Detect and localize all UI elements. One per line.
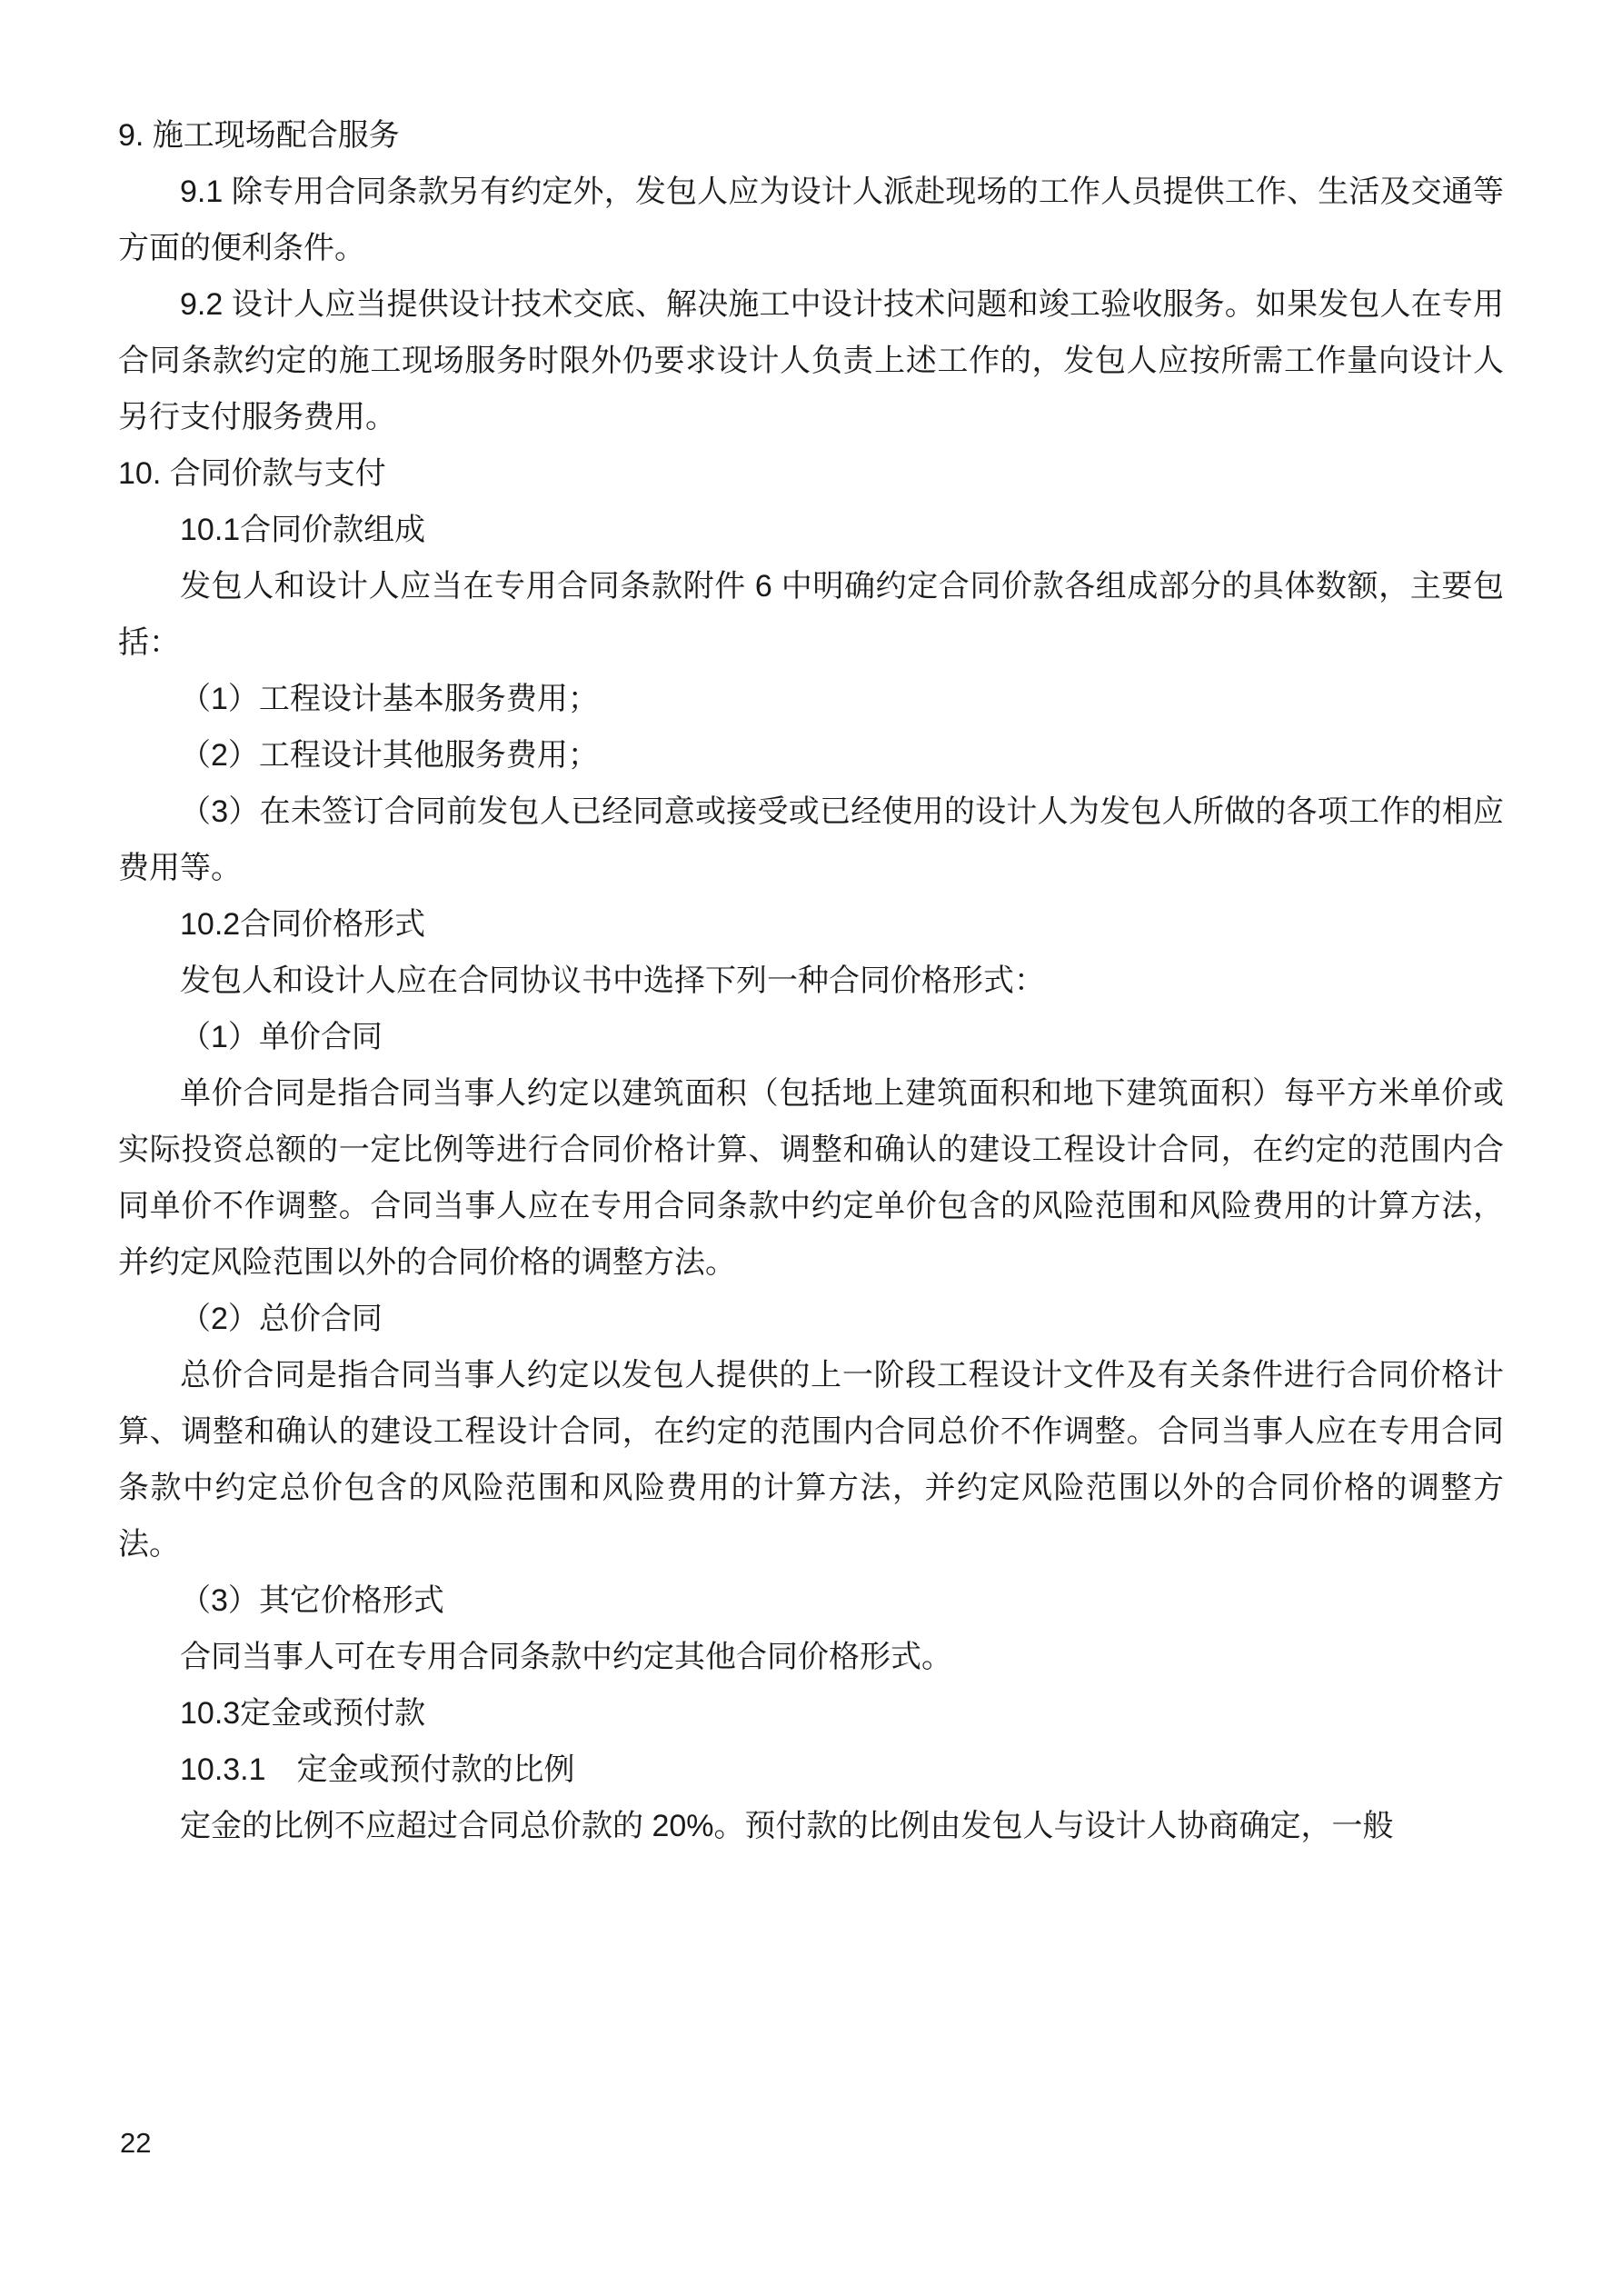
paragraph: 定金的比例不应超过合同总价款的 20%。预付款的比例由发包人与设计人协商确定，一般 xyxy=(180,1809,1394,1843)
paragraph: 9.2 设计人应当提供设计技术交底、解决施工中设计技术问题和竣工验收服务。如果发包人在专用合同条款约定的施工现场服务时限外仍要求设计人负责上述工作的，发包人应按所需工作量向设计人另行支付服务费用。 xyxy=(118,287,1504,434)
paragraph: 9.1 除专用合同条款另有约定外，发包人应为设计人派赴现场的工作人员提供工作、生活及交通等方面的便利条件。 xyxy=(118,175,1504,265)
section-heading: 9. 施工现场配合服务 xyxy=(118,118,400,153)
document-body xyxy=(118,107,1504,1854)
paragraph: （2）总价合同 xyxy=(180,1302,383,1336)
paragraph: 10.2合同价格形式 xyxy=(180,907,426,942)
page-number: 22 xyxy=(120,2127,152,2159)
paragraph: 合同当事人可在专用合同条款中约定其他合同价格形式。 xyxy=(180,1640,952,1674)
paragraph: （3）在未签订合同前发包人已经同意或接受或已经使用的设计人为发包人所做的各项工作的相应费用等。 xyxy=(118,794,1504,885)
paragraph: （1）单价合同 xyxy=(180,1020,383,1054)
paragraph: （1）工程设计基本服务费用； xyxy=(180,682,599,716)
paragraph: 发包人和设计人应在合同协议书中选择下列一种合同价格形式： xyxy=(180,963,1045,998)
paragraph: 10.1合同价款组成 xyxy=(180,513,426,547)
paragraph: （3）其它价格形式 xyxy=(180,1583,444,1618)
paragraph: 单价合同是指合同当事人约定以建筑面积（包括地上建筑面积和地下建筑面积）每平方米单价或实际投资总额的一定比例等进行合同价格计算、调整和确认的建设工程设计合同，在约定的范围内合同单价不作调整。合同当事人应在专用合同条款中约定单价包含的风险范围和风险费用的计算方法，并约定风险范围以外的合同价格的调整方法。 xyxy=(118,1076,1504,1280)
paragraph: 10.3定金或预付款 xyxy=(180,1696,426,1731)
paragraph: （2）工程设计其他服务费用； xyxy=(180,738,599,773)
section-heading: 10. 合同价款与支付 xyxy=(118,456,386,491)
paragraph: 发包人和设计人应当在专用合同条款附件 6 中明确约定合同价款各组成部分的具体数额，主要包括： xyxy=(118,569,1504,660)
paragraph: 10.3.1 定金或预付款的比例 xyxy=(180,1752,575,1787)
paragraph: 总价合同是指合同当事人约定以发包人提供的上一阶段工程设计文件及有关条件进行合同价格计算、调整和确认的建设工程设计合同，在约定的范围内合同总价不作调整。合同当事人应在专用合同条款中约定总价包含的风险范围和风险费用的计算方法，并约定风险范围以外的合同价格的调整方法。 xyxy=(118,1358,1504,1562)
